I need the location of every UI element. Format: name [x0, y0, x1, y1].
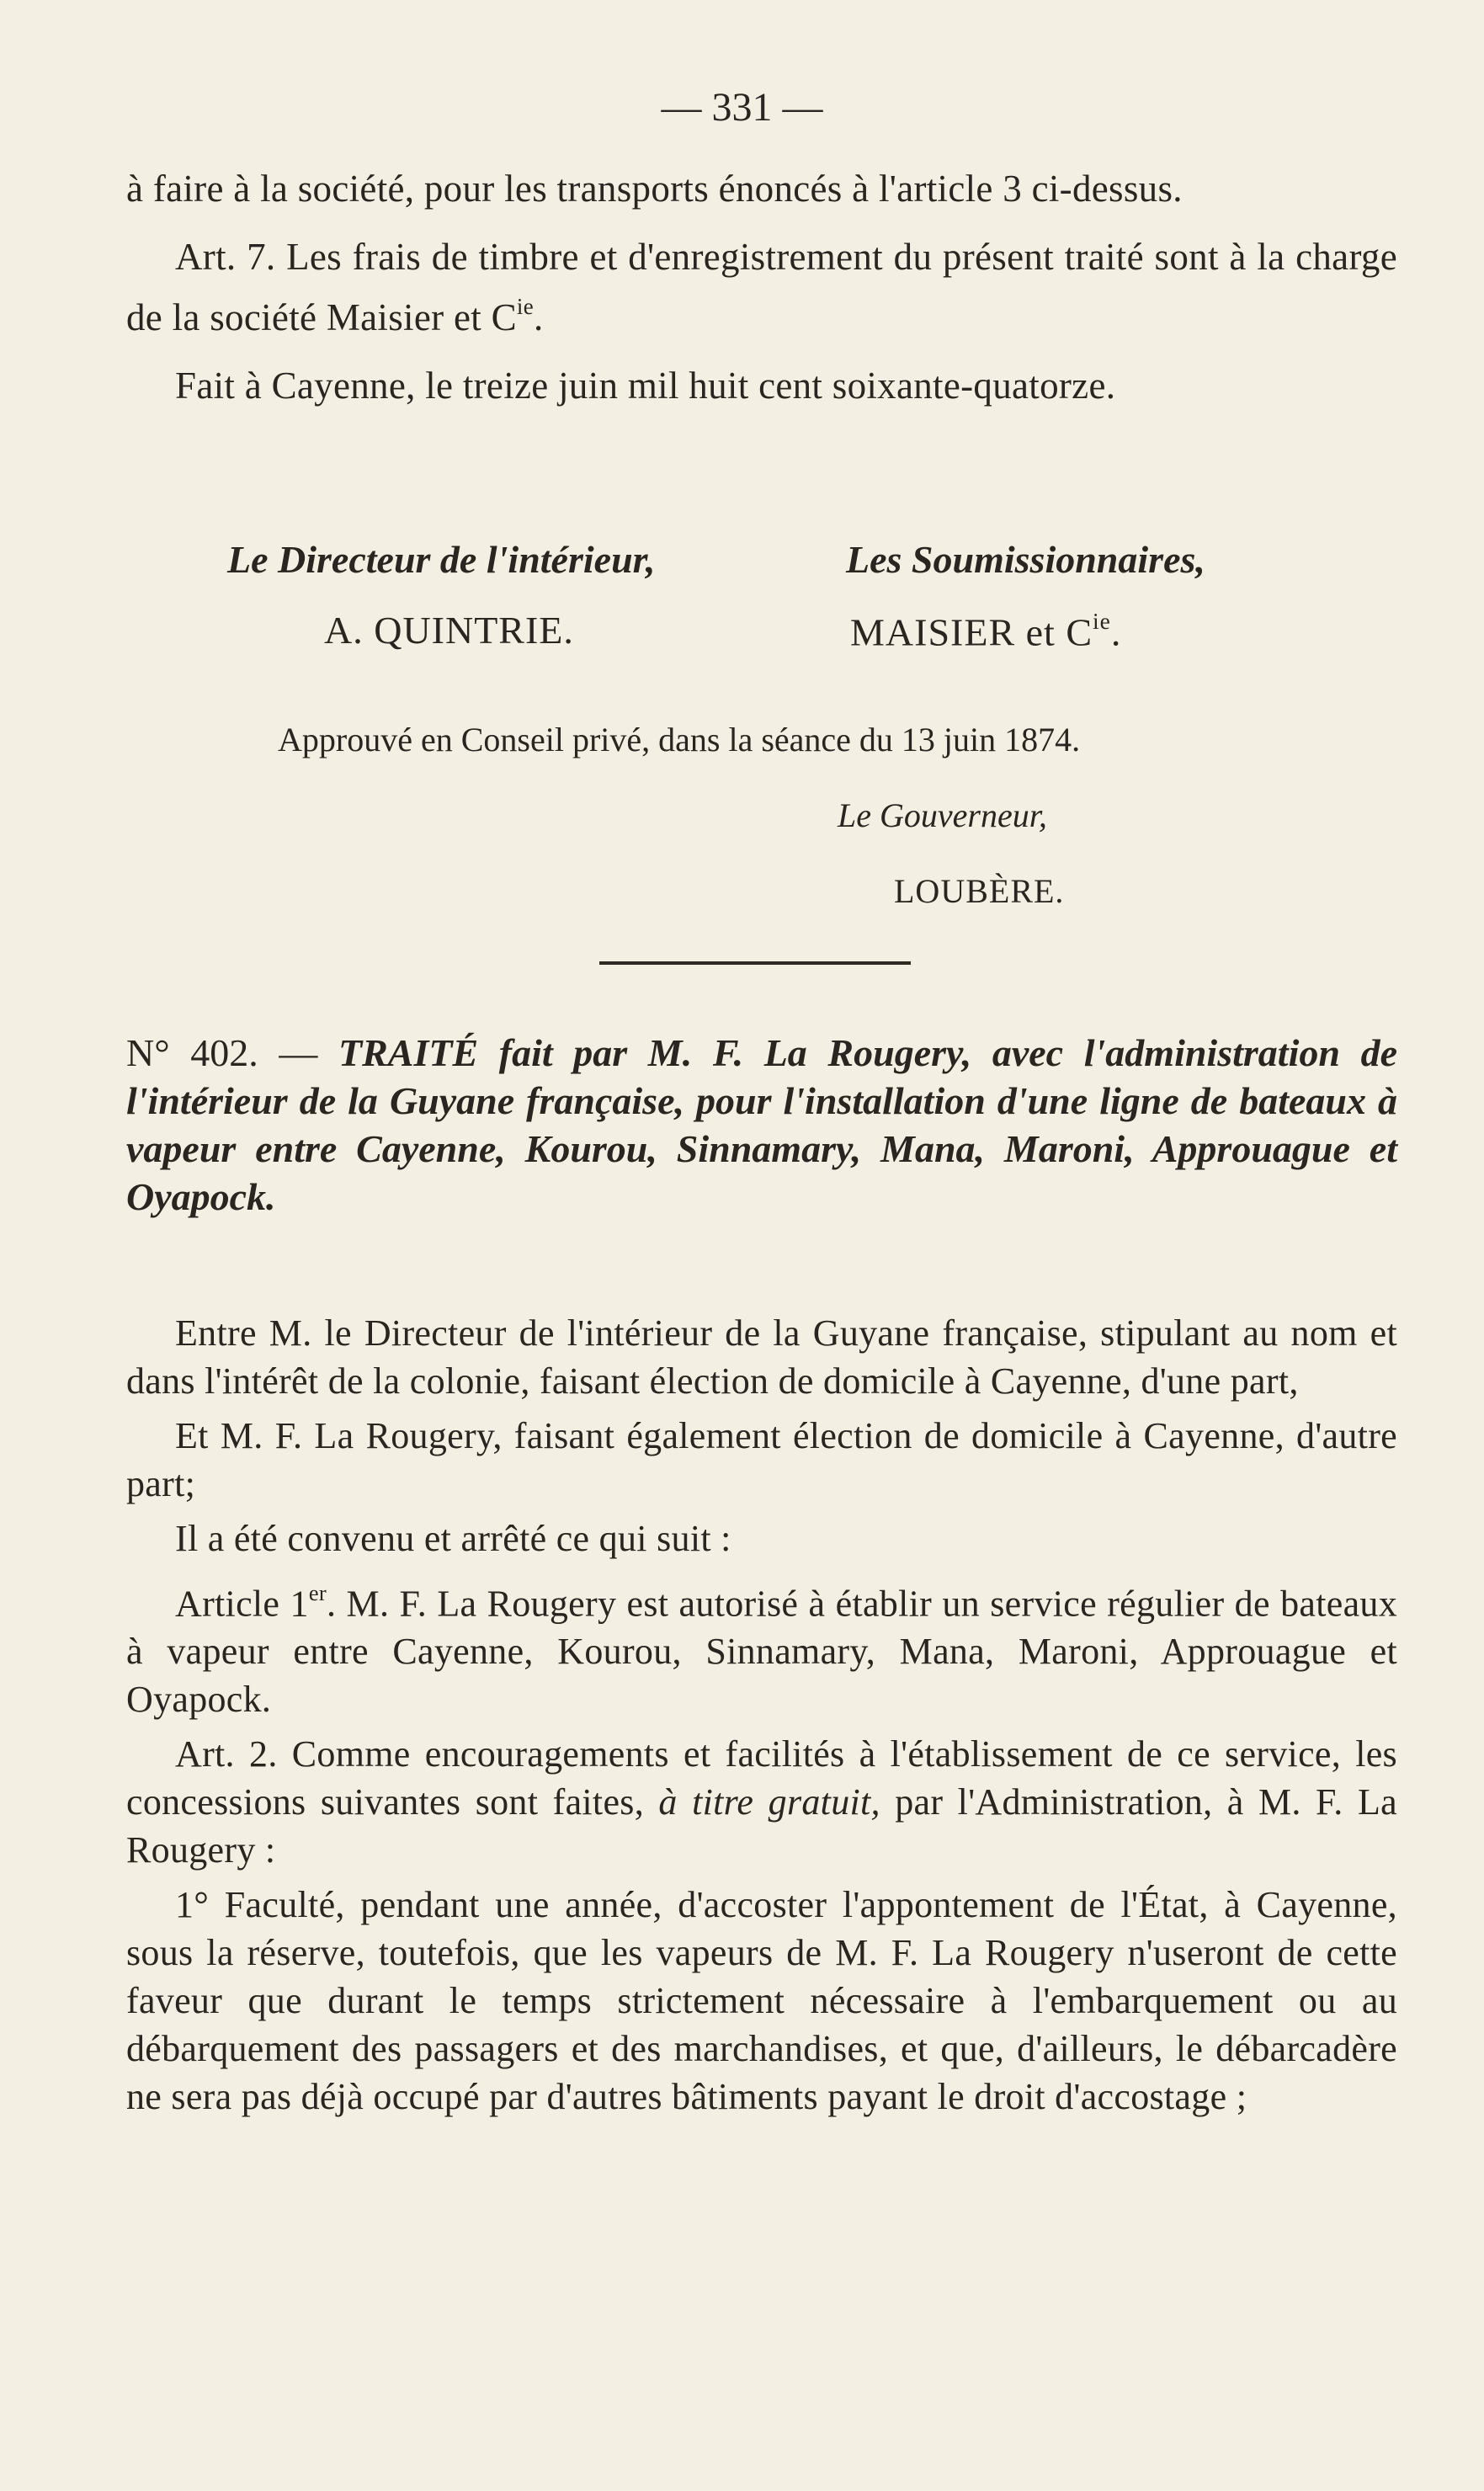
body-paragraph-second-party: Et M. F. La Rougery, faisant également élection de domicile à Cayenne, d'autre part; [126, 1415, 1397, 1504]
article-7-paragraph [126, 232, 1397, 343]
article-1-rest: . M. F. La Rougery est autorisé à établir un service régulier de bateaux à vapeur entre Cayenne, Kourou, Sinnamary, Mana, Maroni, Approuague et Oyapock. [126, 1583, 1397, 1721]
signature-left-name: A. QUINTRIE. [324, 609, 574, 652]
article-1-start: Article 1 [175, 1583, 309, 1625]
signature-right-name-sup: ie [1093, 608, 1111, 634]
concession-1-paragraph: 1° Faculté, pendant une année, d'accoster l'appontement de l'État, à Cayenne, sous la réserve, toutefois, que les vapeurs de M. F. La Rougery n'useront de cette faveur que durant le temps strictement nécessaire à l'embarquement ou au débarquement des passagers et des marchandises, et que, d'ailleurs, le débarcadère ne sera pas déjà occupé par d'autres bâtiments payant le droit d'accostage ; [126, 1884, 1397, 2118]
signature-left-title: Le Directeur de l'intérieur, [227, 538, 656, 581]
signature-right-name [850, 608, 1121, 654]
governor-title: Le Gouverneur, [838, 796, 1047, 834]
treaty-body [126, 1309, 1397, 2121]
article-2-italic: à titre gratuit, [658, 1781, 880, 1823]
body-paragraph-parties: Entre M. le Directeur de l'intérieur de la Guyane française, stipulant au nom et dans l'intérêt de la colonie, faisant élection de domicile à Cayenne, d'une part, [126, 1312, 1397, 1402]
section-divider [599, 961, 911, 965]
treaty-number: N° 402. — [126, 1031, 338, 1074]
intro-section [126, 164, 1397, 411]
signature-right-name-end: . [1110, 610, 1122, 654]
body-paragraph-agreement: Il a été convenu et arrêté ce qui suit : [175, 1518, 731, 1559]
article-1-paragraph [126, 1569, 1397, 1723]
approval-text: Approuvé en Conseil privé, dans la séance du 13 juin 1874. [278, 721, 1081, 758]
signing-place-date: Fait à Cayenne, le treize juin mil huit cent soixante-quatorze. [175, 364, 1116, 407]
article-7-sup: ie [516, 294, 534, 319]
treaty-title: TRAITÉ fait par M. F. La Rougery, avec l'administration de l'intérieur de la Guyane française, pour l'installation d'une ligne de bateaux à vapeur entre Cayenne, Kourou, Sinnamary, Mana, Maroni, Approuague et Oyapock. [126, 1031, 1397, 1218]
article-7-text: Art. 7. Les frais de timbre et d'enregistrement du présent traité sont à la charge de la société Maisier et C [126, 236, 1397, 338]
treaty-heading [126, 1029, 1397, 1221]
article-2-end: par l'Administration, à M. F. La Rougery : [126, 1781, 1397, 1871]
article-1-sup: er [308, 1580, 327, 1605]
page-number: — 331 — [661, 85, 823, 130]
article-2-paragraph [126, 1730, 1397, 1874]
article-7-end: . [533, 295, 544, 338]
article-2-start: Art. 2. Comme encouragements et facilités à l'établissement de ce service, les concessions suivantes sont faites, [126, 1733, 1397, 1823]
governor-name: LOUBÈRE. [894, 872, 1065, 910]
signature-right-name-text: MAISIER et C [850, 610, 1093, 654]
intro-paragraph-1: à faire à la société, pour les transports énoncés à l'article 3 ci-dessus. [126, 168, 1183, 210]
signature-right-title: Les Soumissionnaires, [846, 538, 1205, 581]
